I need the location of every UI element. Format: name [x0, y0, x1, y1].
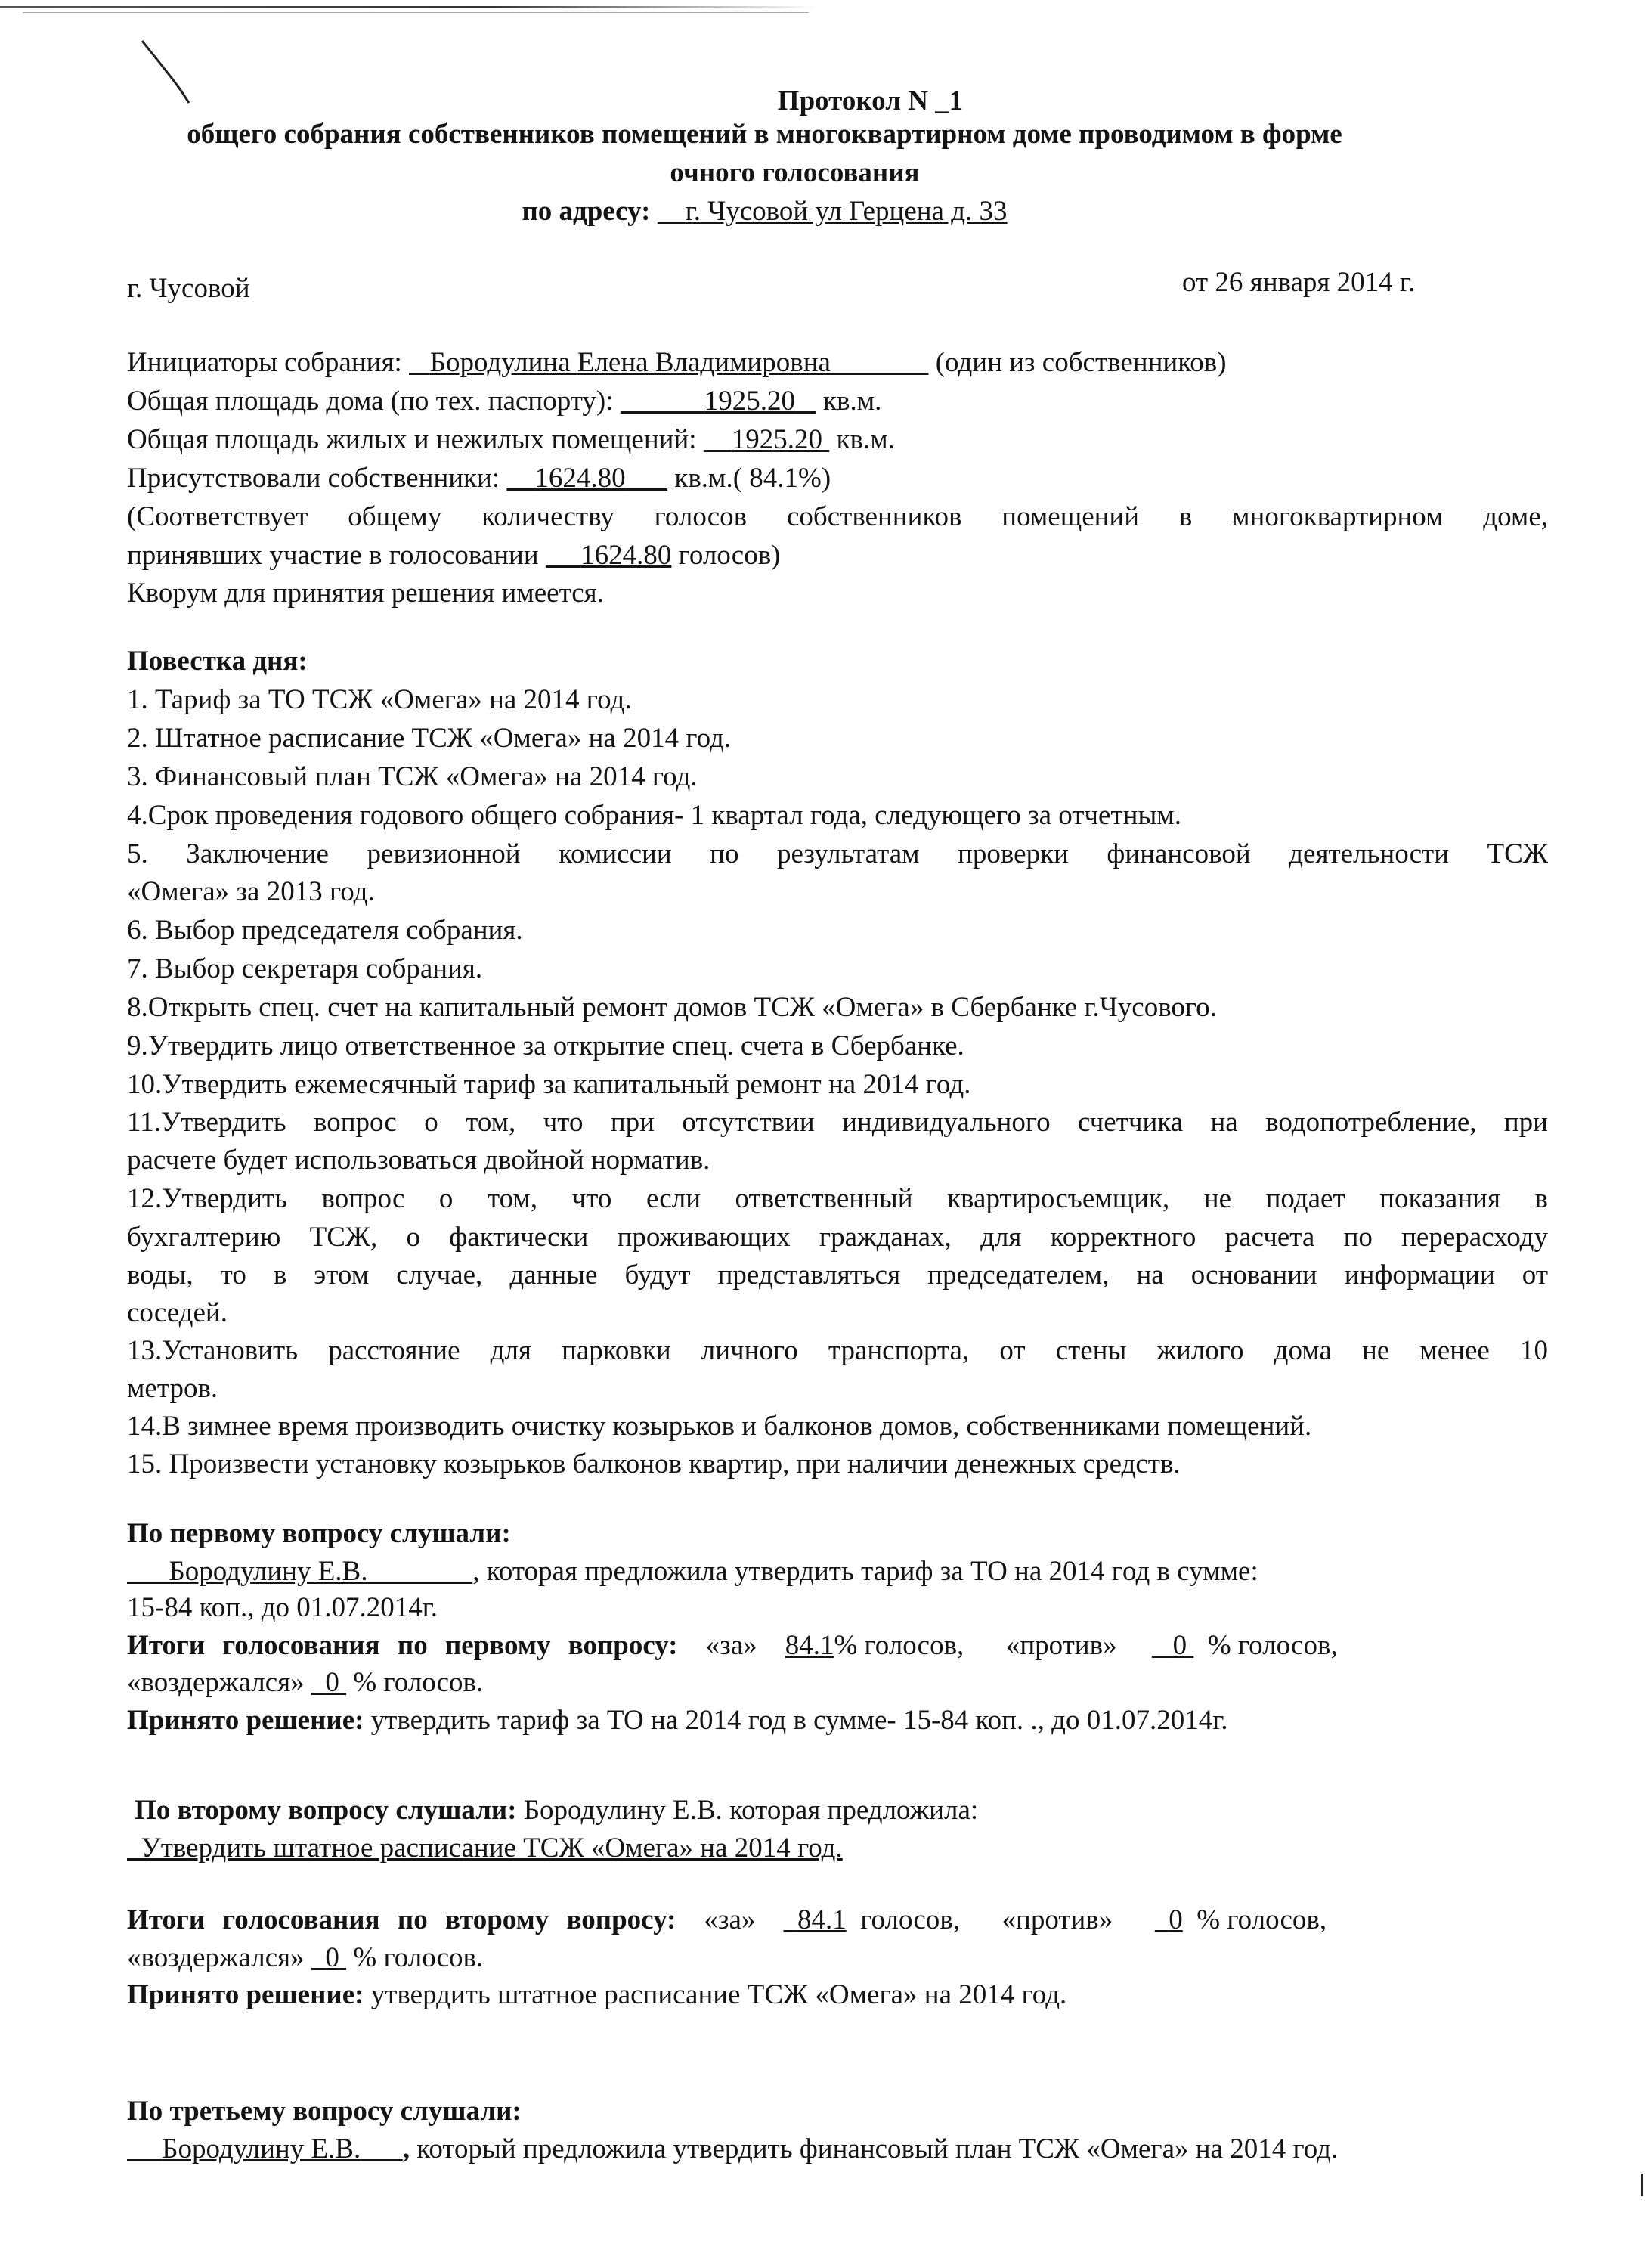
q2-heading-line	[135, 1792, 1556, 1830]
address-label: по адресу:	[522, 196, 651, 227]
q1-speaker: Бородулину Е.В.	[169, 1556, 368, 1587]
q3-text: который предложила утвердить финансовый план ТСЖ «Омега» на 2014 год.	[409, 2133, 1339, 2164]
correspond-value: 1624.80	[580, 540, 672, 571]
q3-speaker: Бородулину Е.В.	[162, 2133, 361, 2164]
agenda-item: 14.В зимнее время производить очистку козырьков и балконов домов, собственниками помещений.	[127, 1411, 1312, 1442]
agenda-item: 6. Выбор председателя собрания.	[127, 915, 523, 946]
q1-abstain-value: 0	[325, 1667, 339, 1698]
living-area-line	[127, 421, 1548, 459]
initiators-note: (один из собственников)	[935, 347, 1227, 378]
agenda-item: 5. Заключение ревизионной комиссии по результатам проверки финансовой деятельности ТСЖ	[127, 838, 1548, 869]
q2-against-unit: % голосов,	[1196, 1904, 1327, 1935]
living-area-value: 1925.20	[731, 424, 823, 455]
total-area-value: 1925.20	[704, 386, 796, 417]
q2-result-label: Итоги голосования по второму вопросу:	[127, 1904, 676, 1935]
present-label: Присутствовали собственники:	[127, 463, 500, 494]
initiators-label: Инициаторы собрания:	[127, 347, 402, 378]
q1-abstain-line	[127, 1664, 1548, 1702]
q2-abstain-value: 0	[325, 1942, 339, 1973]
q1-result-label: Итоги голосования по первому вопросу:	[127, 1630, 678, 1661]
agenda-item: 7. Выбор секретаря собрания.	[127, 953, 483, 984]
agenda-item: метров.	[127, 1373, 218, 1404]
q1-za-value: 84.1	[785, 1630, 834, 1661]
q1-text-2: 15-84 коп., до 01.07.2014г.	[127, 1592, 438, 1623]
protocol-title: Протокол N _1	[777, 85, 964, 116]
address-value: г. Чусовой ул Герцена д. 33	[685, 196, 1008, 227]
agenda-item: 1. Тариф за ТО ТСЖ «Омега» на 2014 год.	[127, 684, 632, 715]
q3-speaker-line: Бородулину Е.В. , который предложила утвердить финансовый план ТСЖ «Омега» на 2014 год.	[127, 2130, 1548, 2168]
q2-abstain-line	[127, 1939, 1548, 1977]
agenda-item: 11.Утвердить вопрос о том, что при отсутствии индивидуального счетчика на водопотребление, при	[127, 1107, 1548, 1138]
q1-against-value: 0	[1172, 1630, 1187, 1661]
agenda-item: 2. Штатное расписание ТСЖ «Омега» на 2014 год.	[127, 723, 732, 754]
q1-za-label: «за»	[705, 1630, 757, 1661]
q2-za-value: 84.1	[797, 1904, 847, 1935]
correspond-unit: голосов)	[678, 540, 781, 571]
q2-za-unit: голосов,	[860, 1904, 961, 1935]
q1-speaker-line	[127, 1553, 1548, 1591]
q1-against-unit: % голосов,	[1207, 1630, 1338, 1661]
present-line	[127, 460, 1548, 497]
total-area-line	[127, 383, 1548, 420]
agenda-item: бухгалтерию ТСЖ, о фактически проживающих гражданах, для корректного расчета по перерасходу	[127, 1222, 1548, 1253]
q3-heading: По третьему вопросу слушали:	[127, 2096, 522, 2127]
q2-decision-label: Принято решение:	[127, 1979, 364, 2010]
living-area-unit: кв.м.	[836, 424, 895, 455]
q1-abstain-label: «воздержался»	[127, 1667, 305, 1698]
present-value: 1624.80	[534, 463, 626, 494]
agenda-item: «Омега» за 2013 год.	[127, 876, 375, 907]
agenda-item: воды, то в этом случае, данные будут представляться председателем, на основании информации от	[127, 1259, 1548, 1290]
total-area-unit: кв.м.	[823, 386, 882, 417]
agenda-heading: Повестка дня:	[127, 646, 308, 677]
agenda-item: 15. Произвести установку козырьков балконов квартир, при наличии денежных средств.	[127, 1448, 1181, 1479]
q2-proposal: Утвердить штатное расписание ТСЖ «Омега» на 2014 год.	[141, 1833, 843, 1864]
q1-decision-line	[127, 1702, 1548, 1740]
agenda-item: 13.Установить расстояние для парковки личного транспорта, от стены жилого дома не менее 10	[127, 1335, 1548, 1366]
agenda-item: соседей.	[127, 1297, 228, 1328]
q1-against-label: «против»	[1005, 1630, 1117, 1661]
q2-against-label: «против»	[1001, 1904, 1113, 1935]
q2-za-label: «за»	[704, 1904, 756, 1935]
q2-proposal-line	[127, 1830, 1548, 1867]
q1-heading: По первому вопросу слушали:	[127, 1518, 511, 1549]
protocol-date: от 26 января 2014 г.	[1182, 267, 1416, 298]
correspond-line-1: (Соответствует общему количеству голосов собственников помещений в многоквартирном доме,	[127, 501, 1548, 532]
q1-abstain-unit: % голосов.	[353, 1667, 484, 1698]
total-area-label: Общая площадь дома (по тех. паспорту):	[127, 386, 614, 417]
living-area-label: Общая площадь жилых и нежилых помещений:	[127, 424, 697, 455]
correspond-label: принявших участие в голосовании	[127, 540, 539, 571]
q1-decision-text: утвердить тариф за ТО на 2014 год в сумме- 15-84 коп. ., до 01.07.2014г.	[370, 1705, 1228, 1736]
agenda-item: 4.Срок проведения годового общего собрания- 1 квартал года, следующего за отчетным.	[127, 800, 1181, 831]
initiators-value: Бородулина Елена Владимировна	[429, 347, 831, 378]
initiators-line	[127, 344, 1548, 382]
q2-abstain-label: «воздержался»	[127, 1942, 305, 1973]
city: г. Чусовой	[127, 273, 250, 304]
correspond-line-2	[127, 537, 1548, 575]
q1-decision-label: Принято решение:	[127, 1705, 364, 1736]
q1-za-unit: % голосов,	[834, 1630, 964, 1661]
agenda-item: 12.Утвердить вопрос о том, что если ответственный квартиросъемщик, не подает показания в	[127, 1183, 1548, 1214]
q2-abstain-unit: % голосов.	[353, 1942, 484, 1973]
protocol-subtitle-2: очного голосования	[670, 157, 920, 188]
agenda-item: 9.Утвердить лицо ответственное за открытие спец. счета в Сбербанке.	[127, 1030, 964, 1061]
agenda-item: расчете будет использоваться двойной норматив.	[127, 1145, 710, 1176]
protocol-subtitle: общего собрания собственников помещений в многоквартирном доме проводимом в форме	[187, 119, 1342, 150]
address-line	[0, 195, 1590, 228]
q2-against-value: 0	[1169, 1904, 1183, 1935]
q1-text: , которая предложила утвердить тариф за ТО на 2014 год в сумме:	[472, 1556, 1258, 1587]
q2-decision-line	[127, 1976, 1548, 2014]
present-unit: кв.м.( 84.1%)	[674, 463, 831, 494]
q2-heading: По второму вопросу слушали:	[135, 1795, 517, 1826]
q1-result-line	[127, 1627, 1548, 1665]
q2-speaker: Бородулину Е.В. которая предложила:	[523, 1795, 979, 1826]
agenda-item: 10.Утвердить ежемесячный тариф за капитальный ремонт на 2014 год.	[127, 1069, 971, 1100]
agenda-item: 8.Открыть спец. счет на капитальный ремонт домов ТСЖ «Омега» в Сбербанке г.Чусового.	[127, 992, 1217, 1023]
q2-decision-text: утвердить штатное расписание ТСЖ «Омега» на 2014 год.	[370, 1979, 1067, 2010]
agenda-item: 3. Финансовый план ТСЖ «Омега» на 2014 год.	[127, 761, 698, 792]
q2-result-line	[127, 1901, 1548, 1939]
quorum-line: Кворум для принятия решения имеется.	[127, 578, 604, 609]
